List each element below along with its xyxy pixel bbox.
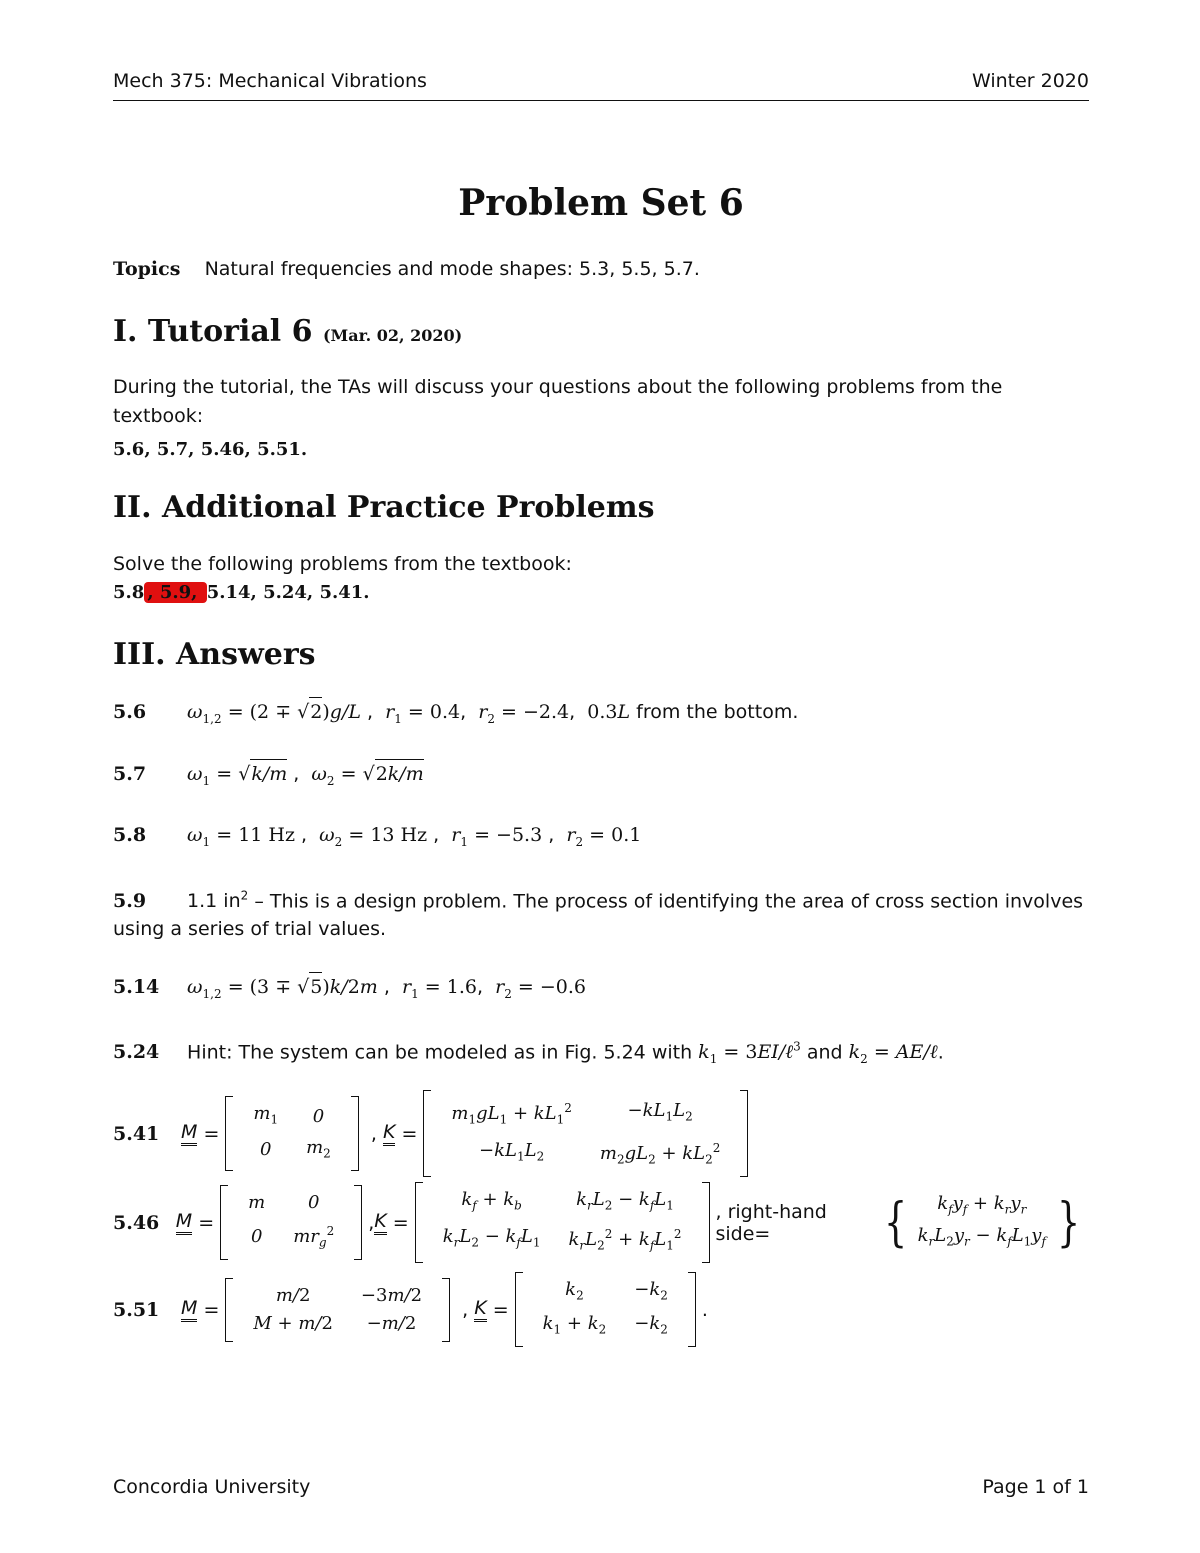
- answer-5-41: 5.41 M = $m_1$ 0 0 $m_2$ , K = $m_1gL_1 + kL_1^2$ $-kL_1L_2$ $-kL_1L_2$ $m_2gL_2 + kL_2^2$: [113, 1090, 754, 1177]
- answer-number: 5.46: [113, 1211, 160, 1234]
- stiffness-matrix-symbol: K: [474, 1297, 486, 1322]
- topics-text: Natural frequencies and mode shapes: 5.3, 5.5, 5.7.: [204, 258, 700, 280]
- page-title: Problem Set 6: [458, 182, 744, 224]
- tutorial-heading: [113, 314, 462, 349]
- stiffness-matrix: $k_2$ $-k_2$ $k_1 + k_2$ $-k_2$: [515, 1272, 696, 1347]
- tutorial-intro: During the tutorial, the TAs will discuss your questions about the following problems from the textbook:: [113, 376, 1003, 427]
- rhs-label: , right-hand side=: [715, 1200, 827, 1245]
- answer-number: 5.24: [113, 1041, 160, 1064]
- force-vector: { $k_fy_f + k_ry_r$ $k_rL_2y_r - k_fL_1y_f$ }: [883, 1192, 1081, 1253]
- answer-5-51: 5.51 M = m/2 −3m/2 M + m/2 −m/2 , K = $k_2$ $-k_2$ $k_1 + k_2$ $-k_2$ .: [113, 1272, 708, 1347]
- practice-heading: II. Additional Practice Problems: [113, 490, 655, 525]
- mass-matrix-symbol: M: [181, 1297, 197, 1322]
- answer-number: 5.9: [113, 890, 147, 913]
- tutorial-problems: 5.6, 5.7, 5.46, 5.51.: [113, 439, 308, 460]
- answer-5-46: 5.46 M = m 0 0 $mr_g^2$ , K = $k_f + k_b$ $k_rL_2 - k_fL_1$ $k_rL_2 - k_fL_1$ $k_rL_2^2 + k_fL_1^2$ , right-hand side= { $k_fy_f + k_ry_r$ $k_rL_2y_r - k_fL_1y_f$ }: [113, 1182, 1089, 1263]
- course-name: Mech 375: Mechanical Vibrations: [113, 70, 427, 92]
- tutorial-title: I. Tutorial 6: [113, 314, 313, 349]
- practice-problem-first: 5.8: [113, 582, 145, 603]
- answer-number: 5.51: [113, 1298, 160, 1321]
- answer-number: 5.8: [113, 824, 147, 846]
- page-number: Page 1 of 1: [982, 1476, 1089, 1498]
- topics-line: [113, 258, 700, 280]
- stiffness-matrix: $m_1gL_1 + kL_1^2$ $-kL_1L_2$ $-kL_1L_2$ $m_2gL_2 + kL_2^2$: [423, 1090, 748, 1177]
- stiffness-matrix: $k_f + k_b$ $k_rL_2 - k_fL_1$ $k_rL_2 - k_fL_1$ $k_rL_2^2 + k_fL_1^2$: [415, 1182, 710, 1263]
- mass-matrix-symbol: M: [176, 1210, 192, 1235]
- practice-problem-rest: 5.14, 5.24, 5.41.: [206, 582, 370, 603]
- answer-number: 5.14: [113, 976, 160, 998]
- answer-tail: from the bottom.: [636, 701, 799, 723]
- answer-5-7: 5.7 $\omega_1 = √k/m$ , $\omega_2 = √2k/m$: [113, 759, 1089, 795]
- university-name: Concordia University: [113, 1476, 311, 1498]
- answer-text: Hint: The system can be modeled as in Fig. 5.24 with: [187, 1041, 693, 1064]
- topics-label: Topics: [113, 258, 181, 280]
- tutorial-date: (Mar. 02, 2020): [322, 326, 463, 345]
- answer-number: 5.7: [113, 763, 147, 785]
- highlighted-problem: , 5.9,: [144, 582, 206, 603]
- answer-number: 5.6: [113, 701, 147, 723]
- answer-5-6: 5.6 $\omega_{1,2} = (2 \mp √2)g/L$ , $r_1 = 0.4$, $r_2 = -2.4$, 0.3L from the bottom.: [113, 697, 1089, 733]
- answers-heading: III. Answers: [113, 637, 316, 672]
- answer-text: – This is a design problem. The process of identifying the area of cross section involves: [254, 890, 1084, 913]
- answer-5-8: 5.8 $\omega_1 = 11$ Hz , $\omega_2 = 13$ Hz , $r_1 = -5.3$ , $r_2 = 0.1$: [113, 821, 1089, 856]
- mass-matrix: m 0 0 $mr_g^2$: [220, 1185, 362, 1261]
- practice-problems: [113, 578, 1089, 607]
- header-rule: [113, 100, 1089, 101]
- answer-5-14: 5.14 $\omega_{1,2} = (3 \mp √5)k/2m$ , $r_1 = 1.6$, $r_2 = -0.6$: [113, 972, 1089, 1008]
- document-page: [113, 0, 1089, 1553]
- term: Winter 2020: [971, 70, 1089, 92]
- answer-5-9: 5.9 1.1 $in^2$ – This is a design problem. The process of identifying the area of cross section involves using a series of trial values.: [113, 889, 1084, 941]
- mass-matrix-symbol: M: [181, 1121, 197, 1146]
- page-header: [113, 70, 1089, 98]
- mass-matrix: m/2 −3m/2 M + m/2 −m/2: [225, 1278, 450, 1342]
- practice-intro: Solve the following problems from the textbook:: [113, 553, 572, 575]
- answer-5-24: 5.24 Hint: The system can be modeled as in Fig. 5.24 with $k_1$ = 3EI/ℓ$^3$ and $k_2$ = AE/ℓ.: [113, 1040, 944, 1067]
- answer-text-continued: using a series of trial values.: [113, 918, 387, 941]
- stiffness-matrix-symbol: K: [383, 1121, 395, 1146]
- stiffness-matrix-symbol: K: [374, 1210, 386, 1235]
- mass-matrix: $m_1$ 0 0 $m_2$: [225, 1096, 358, 1171]
- answer-number: 5.41: [113, 1122, 160, 1145]
